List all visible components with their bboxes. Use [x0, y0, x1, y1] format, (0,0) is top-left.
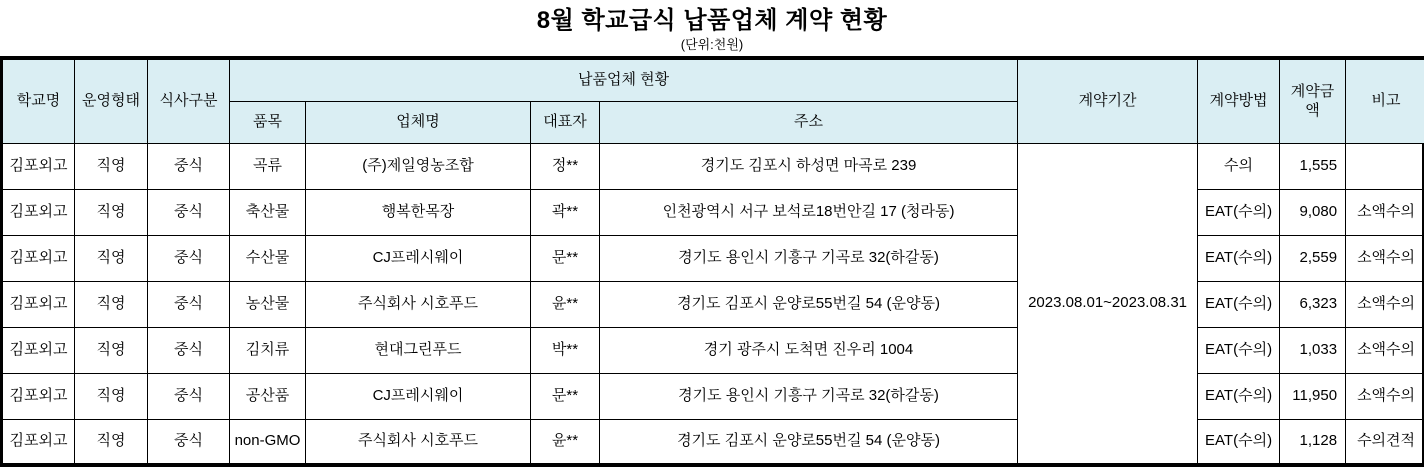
cell-meal: 중식: [148, 190, 230, 236]
cell-representative: 윤**: [531, 282, 600, 328]
cell-meal: 중식: [148, 328, 230, 374]
cell-company: 주식회사 시호푸드: [306, 420, 531, 464]
cell-amount: 1,555: [1280, 144, 1346, 190]
cell-company: CJ프레시웨이: [306, 374, 531, 420]
cell-school: 김포외고: [3, 282, 75, 328]
cell-method: EAT(수의): [1198, 420, 1280, 464]
cell-school: 김포외고: [3, 374, 75, 420]
header-amount: 계약금액: [1280, 60, 1346, 144]
table-row: [3, 282, 1424, 328]
cell-amount: 9,080: [1280, 190, 1346, 236]
cell-meal: 중식: [148, 144, 230, 190]
cell-school: 김포외고: [3, 190, 75, 236]
cell-meal: 중식: [148, 374, 230, 420]
page-title: 8월 학교급식 납품업체 계약 현황: [536, 7, 888, 34]
cell-method: EAT(수의): [1198, 236, 1280, 282]
cell-meal: 중식: [148, 282, 230, 328]
cell-meal: 중식: [148, 420, 230, 464]
table-row: [3, 144, 1424, 190]
cell-operation: 직영: [75, 282, 148, 328]
cell-operation: 직영: [75, 328, 148, 374]
cell-method: 수의: [1198, 144, 1280, 190]
cell-note: 소액수의: [1346, 282, 1424, 328]
cell-method: EAT(수의): [1198, 328, 1280, 374]
cell-representative: 문**: [531, 236, 600, 282]
table-row: [3, 420, 1424, 464]
header-representative: 대표자: [531, 102, 600, 144]
header-supplier-group: 납품업체 현황: [230, 60, 1018, 102]
cell-note: 수의견적: [1346, 420, 1424, 464]
table-row: [3, 236, 1424, 282]
table-header: [3, 60, 1424, 144]
cell-address: 경기도 김포시 하성면 마곡로 239: [600, 144, 1018, 190]
header-method: 계약방법: [1198, 60, 1280, 144]
cell-note: 소액수의: [1346, 328, 1424, 374]
cell-operation: 직영: [75, 144, 148, 190]
cell-method: EAT(수의): [1198, 374, 1280, 420]
table-body: [3, 144, 1424, 464]
header-meal: 식사구분: [148, 60, 230, 144]
contract-table-wrapper: [0, 56, 1424, 467]
cell-school: 김포외고: [3, 236, 75, 282]
unit-note: (단위:천원): [680, 37, 744, 52]
table-row: [3, 328, 1424, 374]
cell-company: 주식회사 시호푸드: [306, 282, 531, 328]
cell-company: 행복한목장: [306, 190, 531, 236]
table-row: [3, 190, 1424, 236]
cell-contract-period: 2023.08.01~2023.08.31: [1018, 144, 1198, 464]
cell-item: non-GMO: [230, 420, 306, 464]
table-row: [3, 374, 1424, 420]
cell-school: 김포외고: [3, 420, 75, 464]
contract-table: [2, 59, 1424, 464]
cell-item: 농산물: [230, 282, 306, 328]
cell-operation: 직영: [75, 236, 148, 282]
cell-address: 경기 광주시 도척면 진우리 1004: [600, 328, 1018, 374]
cell-amount: 1,033: [1280, 328, 1346, 374]
cell-item: 축산물: [230, 190, 306, 236]
cell-operation: 직영: [75, 374, 148, 420]
header-operation: 운영형태: [75, 60, 148, 144]
cell-address: 인천광역시 서구 보석로18번안길 17 (청라동): [600, 190, 1018, 236]
cell-school: 김포외고: [3, 328, 75, 374]
header-address: 주소: [600, 102, 1018, 144]
cell-item: 김치류: [230, 328, 306, 374]
cell-address: 경기도 김포시 운양로55번길 54 (운양동): [600, 420, 1018, 464]
cell-note: 소액수의: [1346, 236, 1424, 282]
cell-company: CJ프레시웨이: [306, 236, 531, 282]
cell-address: 경기도 김포시 운양로55번길 54 (운양동): [600, 282, 1018, 328]
cell-representative: 문**: [531, 374, 600, 420]
cell-representative: 곽**: [531, 190, 600, 236]
cell-item: 수산물: [230, 236, 306, 282]
title-area: [0, 0, 1424, 53]
cell-company: 현대그린푸드: [306, 328, 531, 374]
cell-representative: 정**: [531, 144, 600, 190]
cell-operation: 직영: [75, 420, 148, 464]
header-company: 업체명: [306, 102, 531, 144]
cell-address: 경기도 용인시 기흥구 기곡로 32(하갈동): [600, 374, 1018, 420]
cell-representative: 박**: [531, 328, 600, 374]
header-note: 비고: [1346, 60, 1424, 144]
cell-method: EAT(수의): [1198, 282, 1280, 328]
cell-item: 곡류: [230, 144, 306, 190]
header-school: 학교명: [3, 60, 75, 144]
cell-representative: 윤**: [531, 420, 600, 464]
cell-item: 공산품: [230, 374, 306, 420]
header-period: 계약기간: [1018, 60, 1198, 144]
cell-note: [1346, 144, 1424, 190]
cell-amount: 2,559: [1280, 236, 1346, 282]
cell-note: 소액수의: [1346, 374, 1424, 420]
cell-amount: 6,323: [1280, 282, 1346, 328]
cell-meal: 중식: [148, 236, 230, 282]
cell-note: 소액수의: [1346, 190, 1424, 236]
cell-method: EAT(수의): [1198, 190, 1280, 236]
cell-operation: 직영: [75, 190, 148, 236]
cell-company: (주)제일영농조합: [306, 144, 531, 190]
header-item: 품목: [230, 102, 306, 144]
cell-address: 경기도 용인시 기흥구 기곡로 32(하갈동): [600, 236, 1018, 282]
cell-amount: 1,128: [1280, 420, 1346, 464]
cell-school: 김포외고: [3, 144, 75, 190]
cell-amount: 11,950: [1280, 374, 1346, 420]
